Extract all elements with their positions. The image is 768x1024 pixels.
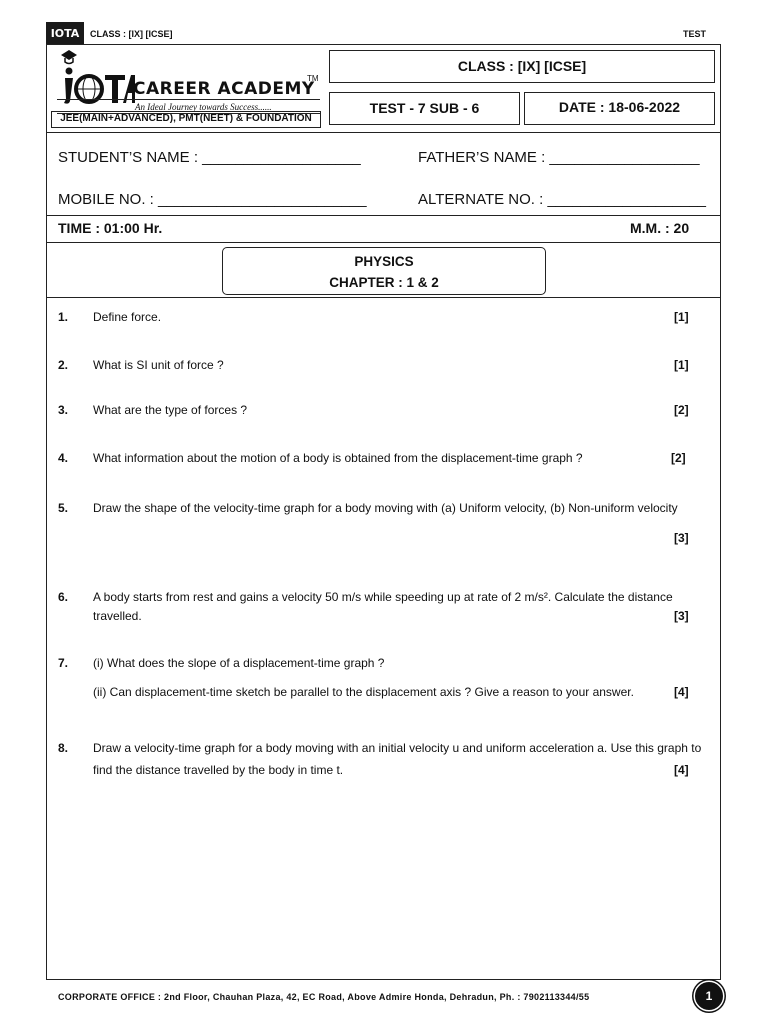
mobile-number-field[interactable]: MOBILE NO. : _________________________ [58,191,367,208]
question-number: 5. [58,501,69,515]
question-number: 6. [58,590,69,604]
question-marks: [3] [674,609,689,623]
question-text: Draw a velocity-time graph for a body moving with an initial velocity u and uniform acceleration a. Use this graph to find the distance travelled by the body in time t. [93,741,702,777]
question-number: 1. [58,310,69,324]
class-box: CLASS : [IX] [ICSE] [329,50,715,83]
foundation-banner: JEE(MAIN+ADVANCED), PMT(NEET) & FOUNDATION [51,111,321,128]
subject-box [222,247,546,295]
max-marks-label: M.M. : 20 [630,220,690,236]
question-text: What are the type of forces ? [93,403,248,417]
question-number: 7. [58,656,69,670]
question-text-part-a: (i) What does the slope of a displacement-time graph ? [93,656,385,670]
top-class-label: CLASS : [IX] [ICSE] [90,29,173,39]
small-iota-logo [46,22,84,44]
question-text: Draw the shape of the velocity-time graph for a body moving with (a) Uniform velocity, (b) Non-uniform velocity [93,501,678,515]
meta-divider [47,242,720,243]
question-number: 3. [58,403,69,417]
father-name-field[interactable]: FATHER’S NAME : __________________ [418,149,700,166]
question-number: 2. [58,358,69,372]
question-text: A body starts from rest and gains a velocity 50 m/s while speeding up at rate of 2 m/s². Calculate the distance travelled. [93,590,673,623]
top-test-label: TEST [683,29,707,39]
question-number: 4. [58,451,69,465]
header-divider [47,132,720,133]
question-number: 8. [58,741,69,755]
brand-name: CAREER ACADEMY [133,79,315,99]
question-marks: [2] [674,403,689,417]
trademark-mark: TM [307,74,319,83]
chapter-label: CHAPTER : 1 & 2 [329,275,439,290]
question-text: What is SI unit of force ? [93,358,224,372]
brand-tagline: An Ideal Journey towards Success...... [135,102,272,112]
question-marks: [4] [674,763,689,777]
question-marks: [1] [674,310,689,324]
date-box: DATE : 18-06-2022 [524,92,715,125]
alternate-number-field[interactable]: ALTERNATE NO. : ___________________ [418,191,706,208]
time-label: TIME : 01:00 Hr. [58,220,163,236]
iota-logo-mark [53,49,135,111]
student-name-field[interactable]: STUDENT’S NAME : ___________________ [58,149,361,166]
question-text: Define force. [93,310,162,324]
logo-divider [57,99,320,100]
svg-text:IOTA: IOTA [50,27,80,40]
test-paper-frame [46,44,721,980]
page-number-badge: 1 [695,982,723,1010]
corporate-office-footer: CORPORATE OFFICE : 2nd Floor, Chauhan Plaza, 42, EC Road, Above Admire Honda, Dehradun, Ph. : 7902113344/55 [58,992,590,1002]
question-text-part-b: (ii) Can displacement-time sketch be parallel to the displacement axis ? Give a reason to your answer. [93,685,634,699]
question-text: What information about the motion of a body is obtained from the displacement-time graph ? [93,451,583,465]
question-marks: [2] [671,451,686,465]
test-number-box: TEST - 7 SUB - 6 [329,92,520,125]
subject-name: PHYSICS [354,254,414,269]
question-marks: [3] [674,531,689,545]
question-marks: [1] [674,358,689,372]
fields-divider [47,215,720,216]
question-marks: [4] [674,685,689,699]
subject-divider [47,297,720,298]
